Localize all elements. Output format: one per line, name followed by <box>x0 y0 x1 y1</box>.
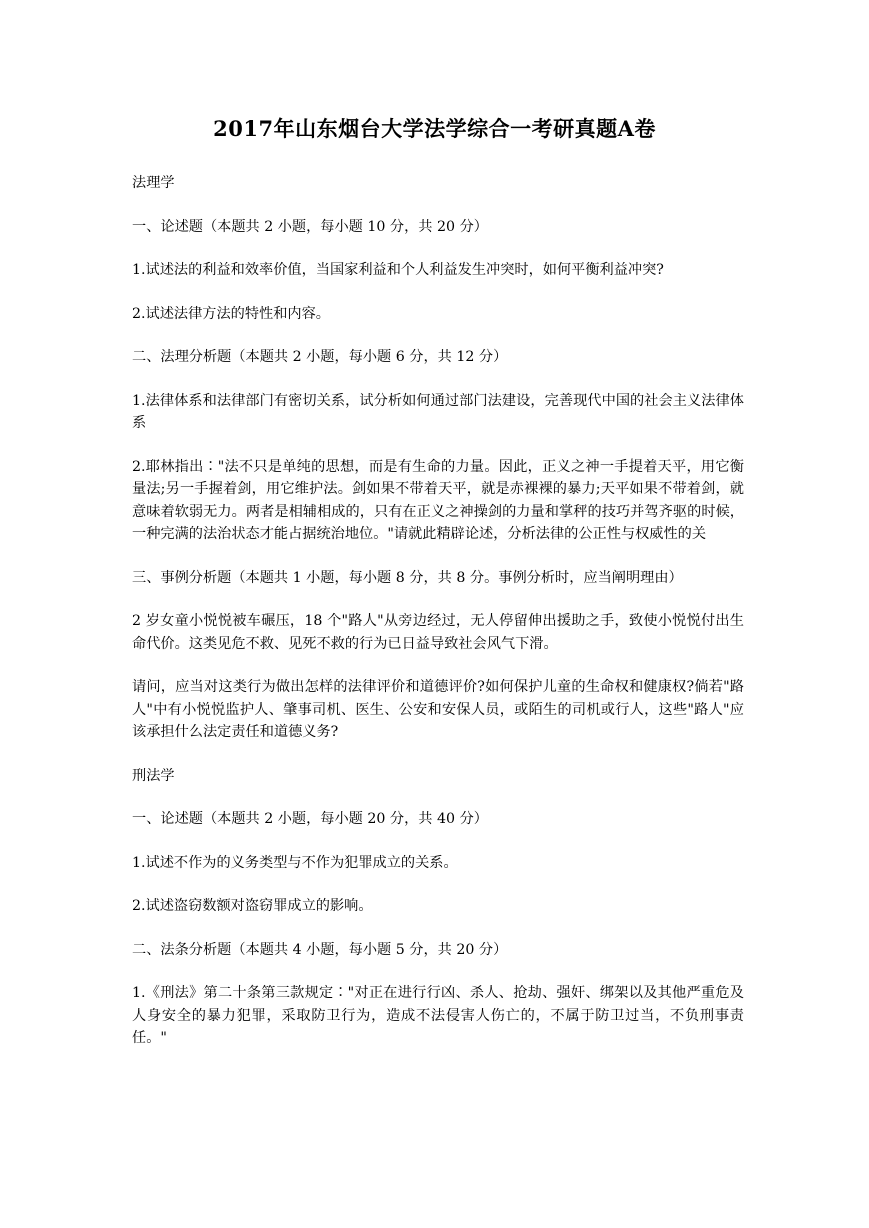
question-text: 1.法律体系和法律部门有密切关系，试分析如何通过部门法建设，完善现代中国的社会主义法律体系 <box>132 392 744 431</box>
question-text: 2.试述盗窃数额对盗窃罪成立的影响。 <box>132 898 373 914</box>
case-description: 2 岁女童小悦悦被车碾压，18 个"路人"从旁边经过，无人停留伸出援助之手，致使小悦悦付出生命代价。这类见危不救、见死不救的行为已日益导致社会风气下滑。 <box>132 613 744 652</box>
question-group-heading: 三、事例分析题（本题共 1 小题，每小题 8 分，共 8 分。事例分析时，应当阐明理由） <box>132 569 683 586</box>
question-text: 请问，应当对这类行为做出怎样的法律评价和道德评价?如何保护儿童的生命权和健康权?倘若"路人"中有小悦悦监护人、肇事司机、医生、公安和安保人员，或陌生的司机或行人，这些"路人"应该承担什么法定责任和道德义务? <box>132 679 744 740</box>
document-body <box>132 172 744 1071</box>
question-group-heading: 一、论述题（本题共 2 小题，每小题 10 分，共 20 分） <box>132 218 488 235</box>
document-title: 2017年山东烟台大学法学综合一考研真题A卷 <box>213 116 656 141</box>
section-heading-criminal-law: 刑法学 <box>132 767 175 784</box>
question-group-heading: 二、法理分析题（本题共 2 小题，每小题 6 分，共 12 分） <box>132 349 508 365</box>
section-heading-jurisprudence: 法理学 <box>132 175 175 191</box>
question-group-heading: 二、法条分析题（本题共 4 小题，每小题 5 分，共 20 分） <box>132 941 508 958</box>
question-text: 2.耶林指出∶"法不只是单纯的思想，而是有生命的力量。因此，正义之神一手提着天平，用它衡量法;另一手握着剑，用它维护法。剑如果不带着天平，就是赤裸裸的暴力;天平如果不带着剑，就意味着软弱无力。两者是相辅相成的，只有在正义之神操剑的力量和掌秤的技巧并驾齐驱的时候，一种完满的法治状态才能占据统治地位。"请就此精辟论述，分析法律的公正性与权威性的关 <box>132 458 744 542</box>
question-text: 2.试述法律方法的特性和内容。 <box>132 305 330 322</box>
question-group-heading: 一、论述题（本题共 2 小题，每小题 20 分，共 40 分） <box>132 811 488 827</box>
question-text: 1.试述不作为的义务类型与不作为犯罪成立的关系。 <box>132 854 458 871</box>
question-text: 1.《刑法》第二十条第三款规定∶"对正在进行行凶、杀人、抢劫、强奸、绑架以及其他严重危及人身安全的暴力犯罪，采取防卫行为，造成不法侵害人伤亡的，不属于防卫过当，不负刑事责任。" <box>132 985 744 1046</box>
question-text: 1.试述法的利益和效率价值，当国家利益和个人利益发生冲突时，如何平衡利益冲突? <box>132 262 664 278</box>
